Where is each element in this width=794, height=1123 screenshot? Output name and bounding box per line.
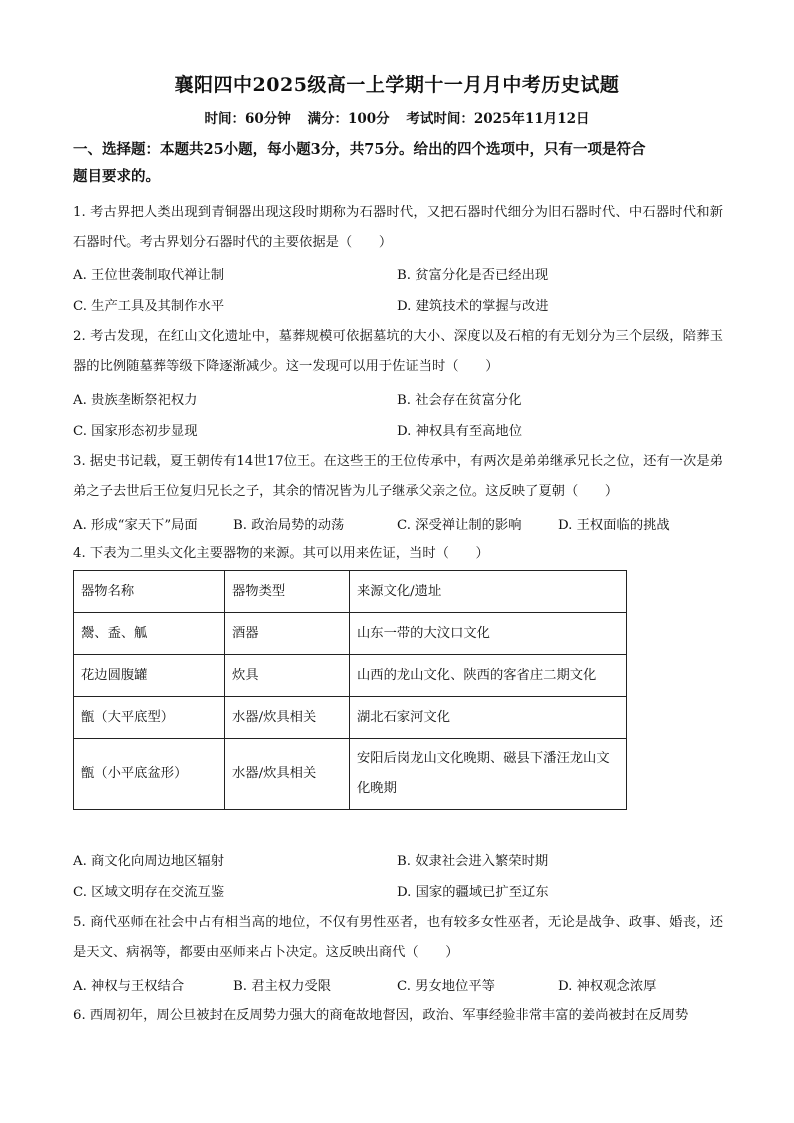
artifact-source-table: [73, 570, 627, 810]
section-heading: [73, 136, 723, 190]
question-3-option-b[interactable]: B. 政治局势的动荡: [233, 518, 345, 533]
question-5-stem: 5. 商代巫师在社会中占有相当高的地位，不仅有男性巫者，也有较多女性巫者，无论是战争、政事、婚丧，还是天文、病祸等，都要由巫师来占卜决定。这反映出商代（ ）: [73, 915, 723, 960]
section-heading-line-1: 一、选择题：本题共25小题，每小题3分，共75分。给出的四个选项中，只有一项是符合: [73, 141, 646, 158]
table-row: [74, 697, 627, 739]
exam-duration: 时间：60分钟: [204, 111, 291, 127]
table-cell: 水器/炊具相关: [225, 697, 350, 739]
question-2-option-b[interactable]: B. 社会存在贫富分化: [397, 393, 522, 408]
question-5-option-b[interactable]: B. 君主权力受限: [233, 979, 332, 994]
table-cell: 安阳后岗龙山文化晚期、磁县下潘汪龙山文化晚期: [350, 739, 627, 810]
question-3-option-d[interactable]: D. 王权面临的挑战: [558, 518, 670, 533]
table-cell: 甑（小平底盆形）: [74, 739, 225, 810]
question-5-option-d[interactable]: D. 神权观念浓厚: [558, 979, 657, 994]
table-header-cell: 来源文化/遗址: [350, 571, 627, 613]
exam-info: [0, 107, 794, 127]
question-2-option-d[interactable]: D. 神权具有至高地位: [397, 424, 523, 439]
table-header-cell: 器物类型: [225, 571, 350, 613]
question-2-option-c[interactable]: C. 国家形态初步显现: [73, 424, 198, 439]
table-cell: 花边圆腹罐: [74, 655, 225, 697]
exam-date: 考试时间：2025年11月12日: [406, 111, 590, 127]
table-row: [74, 613, 627, 655]
section-heading-line-2: 题目要求的。: [73, 168, 160, 185]
table-cell: 酒器: [225, 613, 350, 655]
question-1-option-b[interactable]: B. 贫富分化是否已经出现: [397, 268, 549, 283]
table-row: [74, 655, 627, 697]
exam-full-score: 满分：100分: [307, 111, 390, 127]
table-cell: 炊具: [225, 655, 350, 697]
question-1-option-d[interactable]: D. 建筑技术的掌握与改进: [397, 299, 549, 314]
question-5-option-c[interactable]: C. 男女地位平等: [397, 979, 495, 994]
question-2-stem: 2. 考古发现，在红山文化遗址中，墓葬规模可依据墓坑的大小、深度以及石棺的有无划分为三个层级，陪葬玉器的比例随墓葬等级下降逐渐减少。这一发现可以用于佐证当时（ ）: [73, 329, 723, 374]
table-cell: 山西的龙山文化、陕西的客省庄二期文化: [350, 655, 627, 697]
table-cell: 甑（大平底型）: [74, 697, 225, 739]
question-4-option-d[interactable]: D. 国家的疆域已扩至辽东: [397, 885, 549, 900]
table-header-cell: 器物名称: [74, 571, 225, 613]
table-cell: 水器/炊具相关: [225, 739, 350, 810]
question-3-option-a[interactable]: A. 形成“家天下”局面: [73, 518, 198, 533]
question-4-stem: 4. 下表为二里头文化主要器物的来源。其可以用来佐证，当时（ ）: [73, 546, 489, 561]
question-4-option-c[interactable]: C. 区域文明存在交流互鉴: [73, 885, 225, 900]
question-1-option-c[interactable]: C. 生产工具及其制作水平: [73, 299, 225, 314]
question-3-option-c[interactable]: C. 深受禅让制的影响: [397, 518, 522, 533]
question-3-stem: 3. 据史书记载，夏王朝传有14世17位王。在这些王的王位传承中，有两次是弟弟继承兄长之位，还有一次是弟弟之子去世后王位复归兄长之子，其余的情况皆为儿子继承父亲之位。这反映了夏朝（ ）: [73, 454, 723, 499]
question-1-stem: 1. 考古界把人类出现到青铜器出现这段时期称为石器时代，又把石器时代细分为旧石器时代、中石器时代和新石器时代。考古界划分石器时代的主要依据是（ ）: [73, 205, 723, 250]
question-6-stem: 6. 西周初年，周公旦被封在反周势力强大的商奄故地督因，政治、军事经验非常丰富的姜尚被封在反周势: [73, 1008, 689, 1023]
question-4-option-a[interactable]: A. 商文化向周边地区辐射: [73, 854, 225, 869]
question-2-option-a[interactable]: A. 贵族垄断祭祀权力: [73, 393, 198, 408]
question-5-option-a[interactable]: A. 神权与王权结合: [73, 979, 185, 994]
table-cell: 山东一带的大汶口文化: [350, 613, 627, 655]
table-cell: 湖北石家河文化: [350, 697, 627, 739]
table-cell: 鬶、盉、觚: [74, 613, 225, 655]
question-4-option-b[interactable]: B. 奴隶社会进入繁荣时期: [397, 854, 549, 869]
exam-title: 襄阳四中2025级高一上学期十一月月中考历史试题: [174, 74, 620, 96]
question-1-option-a[interactable]: A. 王位世袭制取代禅让制: [73, 268, 225, 283]
table-row: [74, 739, 627, 810]
table-header-row: [74, 571, 627, 613]
